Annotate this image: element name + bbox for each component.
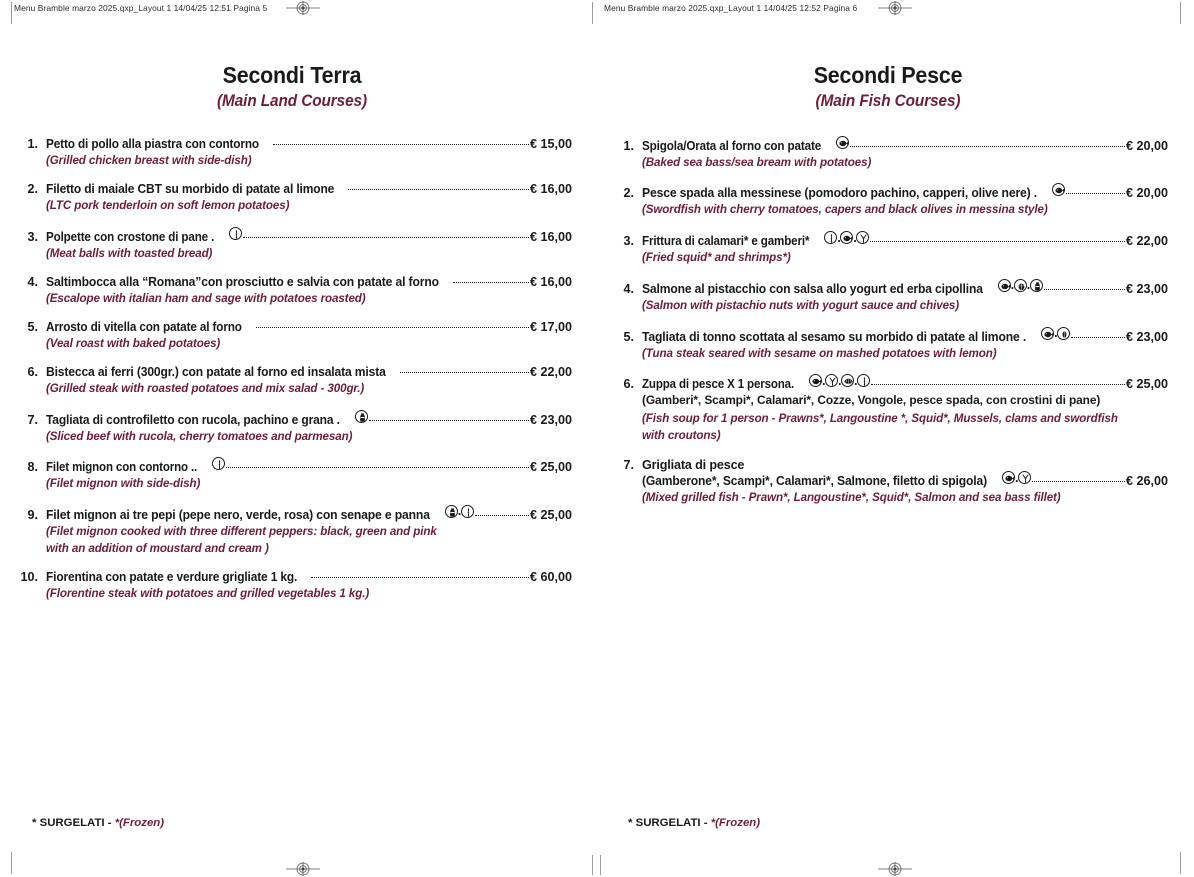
- menu-item-body: [38, 365, 572, 396]
- menu-item-name: Polpette con crostone di pane .: [46, 229, 215, 244]
- menu-item-list-left: [12, 137, 572, 602]
- menu-item-line: [46, 505, 572, 522]
- menu-item: [12, 182, 572, 213]
- menu-item-description: (LTC pork tenderloin on soft lemon potatoes): [46, 199, 290, 213]
- dot-leader: [273, 144, 529, 145]
- dot-leader: [256, 327, 529, 328]
- dot-leader: [850, 146, 1125, 147]
- menu-item: [608, 232, 1168, 266]
- menu-item-description: (Grilled steak with roasted potatoes and mix salad - 300gr.): [46, 382, 365, 396]
- dot-leader: [1071, 337, 1125, 338]
- menu-item-line: [46, 137, 572, 151]
- icon-separator-dot: .: [853, 230, 857, 245]
- menu-item-row: [608, 458, 1168, 506]
- menu-item-name: (Gamberone*, Scampi*, Calamari*, Salmone, filetto di spigola): [642, 474, 987, 489]
- icon-separator-dot: .: [838, 373, 842, 388]
- footnote-right: [628, 817, 760, 829]
- allergen-crustacean-icon: [1018, 471, 1031, 484]
- footnote-left-bold: * SURGELATI -: [32, 817, 115, 829]
- menu-item-description: (Tuna steak seared with sesame on mashed potatoes with lemon): [642, 346, 997, 360]
- allergen-fish-icon: [1002, 471, 1015, 484]
- menu-item-price: € 20,00: [1125, 139, 1168, 153]
- menu-item-price: € 22,00: [529, 365, 572, 380]
- dot-leader: [311, 577, 529, 578]
- menu-item-description: with croutons): [642, 429, 721, 443]
- slug-left: Menu Bramble marzo 2025.qxp_Layout 1 14/04/25 12:51 Pagina 5: [14, 3, 268, 13]
- menu-item-line: [46, 275, 572, 289]
- menu-item-body: [634, 375, 1168, 444]
- dot-leader: [400, 372, 529, 373]
- menu-item-description: (Filet mignon with side-dish): [46, 477, 201, 491]
- menu-item-name: Filet mignon ai tre pepi (pepe nero, verde, rosa) con senape e panna: [46, 507, 430, 522]
- menu-item-description: (Mixed grilled fish - Prawn*, Langoustine*, Squid*, Salmon and sea bass fillet): [642, 491, 1061, 505]
- menu-item-price: € 22,00: [1125, 234, 1168, 249]
- menu-item-body: [38, 458, 572, 491]
- menu-item-name: Salmone al pistacchio con salsa allo yogurt ed erba cipollina: [642, 281, 983, 296]
- menu-item-body: [38, 137, 572, 168]
- menu-item-description: (Filet mignon cooked with three different peppers: black, green and pink: [46, 524, 437, 538]
- menu-item-description: (Baked sea bass/sea bream with potatoes): [642, 156, 872, 169]
- menu-item-number: 3.: [27, 229, 38, 244]
- page-subtitle-left: (Main Land Courses): [217, 92, 367, 110]
- menu-item-price: € 25,00: [529, 507, 572, 522]
- allergen-milk-icon: [1030, 279, 1043, 292]
- menu-item-body: [38, 320, 572, 351]
- allergen-fish-icon: [998, 279, 1011, 292]
- menu-item-price: € 16,00: [529, 182, 572, 197]
- menu-item-number: 5.: [623, 329, 634, 344]
- menu-item-name: Bistecca ai ferri (300gr.) con patate al forno ed insalata mista: [46, 365, 386, 380]
- menu-item-name: Saltimbocca alla “Romana”con prosciutto e salvia con patate al forno: [46, 274, 439, 289]
- menu-item-number: 6.: [623, 377, 634, 392]
- menu-item-number: 8.: [27, 460, 38, 475]
- menu-item-name: Tagliata di controfiletto con rucola, pachino e grana .: [46, 412, 340, 427]
- menu-item-line: [642, 375, 1168, 392]
- allergen-gluten-icon: [212, 457, 225, 470]
- menu-item-price: € 25,00: [529, 460, 572, 475]
- menu-item: [12, 137, 572, 168]
- menu-item-row: [12, 365, 572, 396]
- menu-item-row: [608, 232, 1168, 266]
- dot-leader: [453, 282, 529, 283]
- menu-item: [608, 458, 1168, 506]
- menu-item-name: Grigliata di pesce: [642, 457, 745, 472]
- icon-separator-dot: .: [457, 504, 462, 519]
- menu-item-description: (Escalope with italian ham and sage with potatoes roasted): [46, 291, 366, 305]
- menu-item-price: € 60,00: [529, 570, 572, 585]
- menu-item-body: [634, 279, 1168, 313]
- footnote-left: [32, 817, 164, 829]
- menu-item-number: 1.: [27, 137, 38, 151]
- dot-leader: [870, 241, 1125, 242]
- menu-item-row: [608, 327, 1168, 361]
- dot-leader: [369, 420, 529, 421]
- menu-item-description: (Meat balls with toasted bread): [46, 246, 213, 260]
- allergen-icon-group: [835, 136, 850, 149]
- menu-page-right: [608, 62, 1168, 520]
- menu-item-list-right: [608, 137, 1168, 506]
- menu-item-line: [642, 279, 1168, 296]
- allergen-fish-icon: [809, 374, 822, 387]
- menu-item-number: 5.: [27, 320, 38, 335]
- menu-item-row: [608, 137, 1168, 170]
- menu-item-name: Fiorentina con patate e verdure grigliate 1 kg.: [46, 570, 298, 585]
- slug-right: Menu Bramble marzo 2025.qxp_Layout 1 14/04/25 12:52 Pagina 6: [604, 3, 858, 13]
- menu-item-number: 4.: [27, 274, 38, 289]
- menu-item-body: [634, 184, 1168, 217]
- allergen-gluten-icon: [229, 227, 242, 240]
- menu-item: [608, 279, 1168, 313]
- menu-item-name: Pesce spada alla messinese (pomodoro pachino, capperi, olive nere) .: [642, 186, 1038, 201]
- menu-item-price: € 16,00: [529, 229, 572, 244]
- allergen-milk-icon: [355, 410, 368, 423]
- allergen-gluten-icon: [824, 231, 837, 244]
- menu-item-description: (Grilled chicken breast with side-dish): [46, 154, 252, 167]
- menu-item: [12, 228, 572, 261]
- dot-leader: [243, 237, 529, 238]
- menu-item-number: 1.: [623, 139, 634, 153]
- menu-item-line: [642, 137, 1168, 153]
- menu-item-row: [608, 184, 1168, 217]
- menu-item-description: (Fish soup for 1 person - Prawns*, Langoustine *, Squid*, Mussels, clams and swordfish: [642, 412, 1118, 426]
- footnote-right-italic: *(Frozen): [710, 817, 761, 829]
- menu-item-description: with an addition of moustard and cream ): [46, 542, 269, 556]
- menu-item: [12, 365, 572, 396]
- menu-item-price: € 20,00: [1125, 186, 1168, 201]
- dot-leader: [1032, 481, 1125, 482]
- dot-leader: [871, 384, 1125, 385]
- menu-item-number: 4.: [623, 281, 634, 296]
- dot-leader: [1044, 289, 1125, 290]
- allergen-fish-icon: [1041, 327, 1054, 340]
- menu-item: [608, 184, 1168, 217]
- allergen-crustacean-icon: [856, 231, 869, 244]
- allergen-fish-icon: [1052, 183, 1065, 196]
- menu-item-name: Filet mignon con contorno ..: [46, 460, 198, 475]
- menu-item-line: [642, 327, 1168, 344]
- allergen-nuts-icon: [1014, 279, 1027, 292]
- footnote-right-bold: * SURGELATI -: [628, 817, 711, 829]
- menu-item-price: € 23,00: [1125, 281, 1168, 296]
- menu-item-subitalian: (Gamberi*, Scampi*, Calamari*, Cozze, Vongole, pesce spada, con crostini di pane): [642, 393, 1101, 408]
- menu-item-name: Zuppa di pesce X 1 persona.: [642, 377, 795, 392]
- menu-item-description: (Fried squid* and shrimps*): [642, 251, 791, 265]
- menu-item-price: € 25,00: [1125, 377, 1168, 392]
- menu-item-line: [642, 472, 1168, 489]
- allergen-icon-group: [1040, 326, 1071, 340]
- menu-item-body: [38, 182, 572, 213]
- menu-item-row: [12, 228, 572, 261]
- allergen-gluten-icon: [857, 374, 870, 387]
- menu-item: [12, 505, 572, 556]
- menu-item-line: [642, 232, 1168, 249]
- menu-item-price: € 15,00: [529, 137, 572, 151]
- allergen-icon-group: [354, 410, 369, 423]
- menu-item-price: € 16,00: [529, 274, 572, 289]
- menu-item-name: Frittura di calamari* e gamberi*: [642, 234, 810, 249]
- menu-item-row: [12, 570, 572, 601]
- icon-separator-dot: .: [1010, 278, 1015, 293]
- menu-item-row: [12, 275, 572, 306]
- icon-separator-dot: .: [822, 373, 826, 388]
- menu-item-name: Arrosto di vitella con patate al forno: [46, 320, 242, 335]
- menu-page-left: [12, 62, 572, 616]
- menu-item-row: [608, 375, 1168, 444]
- menu-item-number: 10.: [20, 570, 38, 585]
- menu-item-name: Tagliata di tonno scottata al sesamo su morbido di patate al limone .: [642, 329, 1027, 344]
- menu-item-number: 7.: [623, 457, 634, 472]
- menu-item-price: € 23,00: [1125, 329, 1168, 344]
- menu-item-number: 2.: [27, 182, 38, 197]
- dot-leader: [348, 189, 529, 190]
- icon-separator-dot: .: [1026, 278, 1031, 293]
- allergen-milk-icon: [445, 505, 458, 518]
- menu-item-line: [46, 411, 572, 427]
- icon-separator-dot: .: [1014, 470, 1019, 485]
- allergen-mollusc-icon: [841, 374, 854, 387]
- menu-item-number: 2.: [623, 186, 634, 201]
- dot-leader: [1066, 193, 1125, 194]
- menu-item-row: [12, 137, 572, 168]
- allergen-crustacean-icon: [825, 374, 838, 387]
- menu-item-name: Petto di pollo alla piastra con contorno: [46, 137, 260, 151]
- menu-item: [608, 327, 1168, 361]
- menu-item-description: (Swordfish with cherry tomatoes, capers and black olives in messina style): [642, 203, 1048, 217]
- allergen-gluten-icon: [461, 505, 474, 518]
- menu-item-line: [46, 320, 572, 334]
- menu-item: [12, 275, 572, 306]
- menu-item-line: [642, 184, 1168, 200]
- allergen-icon-group: [1001, 471, 1032, 485]
- menu-item-body: [38, 411, 572, 444]
- allergen-icon-group: [808, 374, 871, 388]
- allergen-icon-group: [1051, 183, 1066, 196]
- page-title-left: Secondi Terra: [222, 62, 362, 88]
- page-title-right: Secondi Pesce: [813, 62, 963, 88]
- icon-separator-dot: .: [854, 373, 858, 388]
- menu-item-row: [12, 505, 572, 556]
- allergen-icon-group: [228, 227, 243, 240]
- menu-item-name: Spigola/Orata al forno con patate: [642, 139, 822, 153]
- menu-item-price: € 26,00: [1125, 474, 1168, 489]
- menu-item: [12, 458, 572, 491]
- allergen-fish-icon: [840, 231, 853, 244]
- menu-item-body: [38, 228, 572, 261]
- dot-leader: [226, 467, 529, 468]
- menu-item-line: [46, 182, 572, 196]
- menu-item-body: [634, 327, 1168, 361]
- page-subtitle-right: (Main Fish Courses): [815, 92, 961, 110]
- allergen-fish-icon: [836, 136, 849, 149]
- menu-item: [608, 137, 1168, 170]
- menu-item-number: 3.: [623, 234, 634, 249]
- menu-item-line: [46, 458, 572, 474]
- menu-item-body: [634, 137, 1168, 170]
- icon-separator-dot: .: [837, 230, 841, 245]
- allergen-sesame-icon: [1057, 327, 1070, 340]
- allergen-icon-group: [211, 457, 226, 470]
- menu-item-line: [46, 228, 572, 244]
- menu-item: [12, 320, 572, 351]
- menu-item-line: [46, 365, 572, 379]
- menu-item: [12, 411, 572, 444]
- footnote-left-italic: *(Frozen): [114, 817, 165, 829]
- menu-item-row: [12, 411, 572, 444]
- menu-item: [608, 375, 1168, 444]
- menu-item-body: [634, 232, 1168, 266]
- menu-item-body: [38, 275, 572, 306]
- menu-item-line: [46, 570, 572, 584]
- menu-item-number: 7.: [27, 412, 38, 427]
- menu-item-description: (Florentine steak with potatoes and grilled vegetables 1 kg.): [46, 587, 370, 601]
- menu-item-price: € 17,00: [529, 320, 572, 335]
- menu-item-name: Filetto di maiale CBT su morbido di patate al limone: [46, 182, 335, 197]
- allergen-icon-group: [444, 504, 475, 518]
- menu-item-number: 6.: [27, 365, 38, 380]
- icon-separator-dot: .: [1054, 326, 1058, 341]
- menu-item-body: [38, 570, 572, 601]
- menu-item-row: [12, 458, 572, 491]
- allergen-icon-group: [997, 278, 1044, 292]
- menu-item-number: 9.: [27, 507, 38, 522]
- menu-item: [12, 570, 572, 601]
- menu-item-body: [38, 505, 572, 556]
- menu-item-description: (Salmon with pistachio nuts with yogurt sauce and chives): [642, 298, 960, 312]
- menu-item-description: (Sliced beef with rucola, cherry tomatoes and parmesan): [46, 429, 353, 443]
- menu-item-description: (Veal roast with baked potatoes): [46, 337, 221, 351]
- menu-item-body: [634, 458, 1168, 506]
- dot-leader: [475, 515, 529, 516]
- menu-item-row: [608, 279, 1168, 313]
- menu-item-price: € 23,00: [529, 412, 572, 427]
- allergen-icon-group: [823, 231, 870, 245]
- menu-item-row: [12, 320, 572, 351]
- menu-item-row: [12, 182, 572, 213]
